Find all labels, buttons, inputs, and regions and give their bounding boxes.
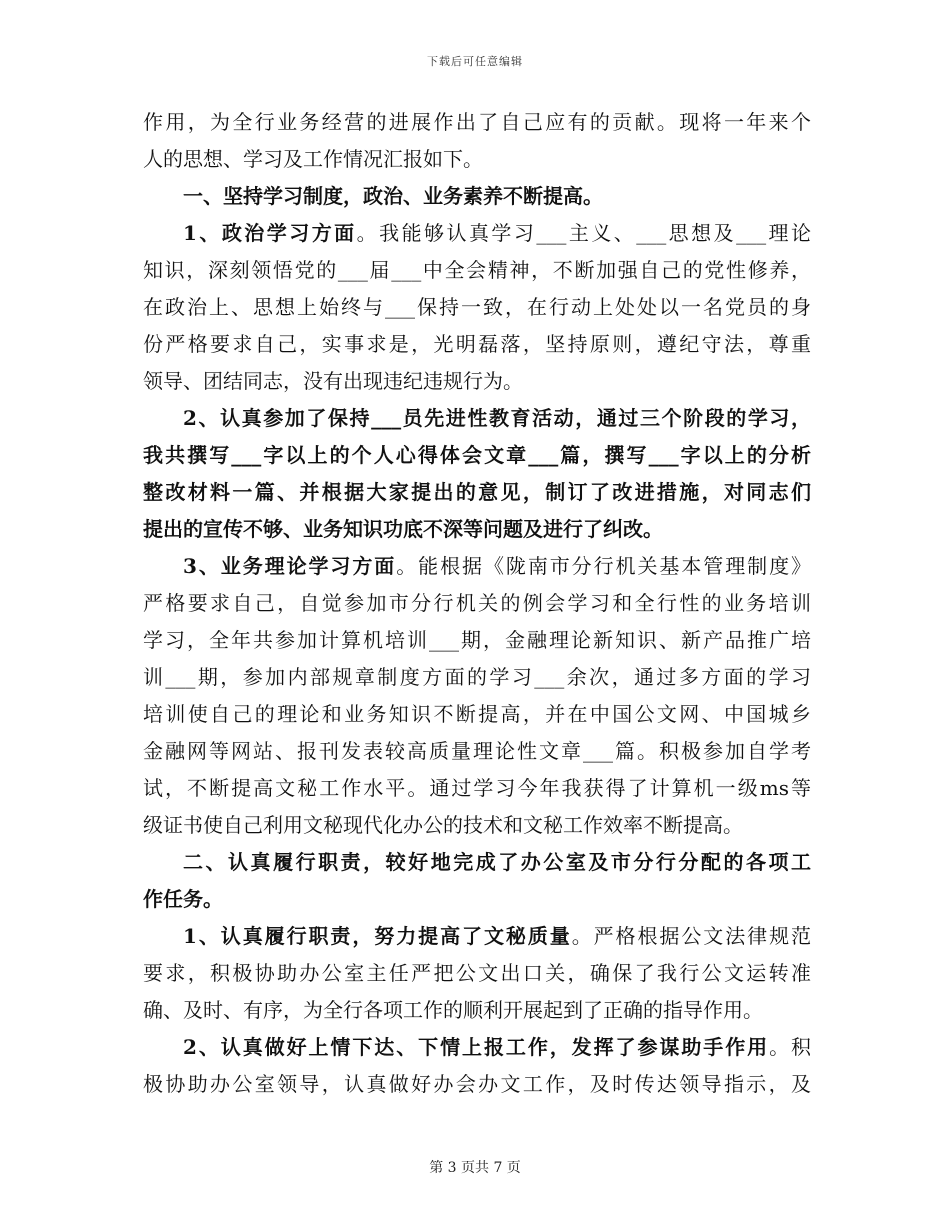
text-line: 知识，深刻领悟党的___届___中全会精神，不断加强自己的党性修养， xyxy=(143,258,811,282)
text-line: 训___期，参加内部规章制度方面的学习___余次，通过多方面的学习 xyxy=(143,665,811,689)
text-line: 在政治上、思想上始终与___保持一致，在行动上处处以一名党员的身 xyxy=(143,295,811,319)
paragraph-lead: 3、业务理论学习方面 xyxy=(183,554,397,578)
text-line: 级证书使自己利用文秘现代化办公的技术和文秘工作效率不断提高。 xyxy=(143,813,743,837)
text-line: 人的思想、学习及工作情况汇报如下。 xyxy=(143,147,483,171)
text-line: 2、认真参加了保持___员先进性教育活动，通过三个阶段的学习， xyxy=(183,406,811,430)
section-heading: 作任务。 xyxy=(143,887,223,911)
text-line xyxy=(143,548,811,585)
text-line: 严格要求自己，自觉参加市分行机关的例会学习和全行性的业务培训 xyxy=(143,591,811,615)
text-line: 金融网等网站、报刊发表较高质量理论性文章___篇。积极参加自学考 xyxy=(143,739,811,763)
text-line: 提出的宣传不够、业务知识功底不深等问题及进行了纠改。 xyxy=(143,517,663,541)
text-line: 我共撰写___字以上的个人心得体会文章___篇，撰写___字以上的分析 xyxy=(143,443,811,467)
text-line: 要求，积极协助办公室主任严把公文出口关，确保了我行公文运转准 xyxy=(143,961,811,985)
text-line: 整改材料一篇、并根据大家提出的意见，制订了改进措施，对同志们 xyxy=(143,480,811,504)
paragraph-text: 。能根据《陇南市分行机关基本管理制度》 xyxy=(396,554,811,578)
text-line: 试，不断提高文秘工作水平。通过学习今年我获得了计算机一级ms等 xyxy=(143,776,811,800)
document-body xyxy=(143,104,811,1103)
section-heading: 一、坚持学习制度，政治、业务素养不断提高。 xyxy=(183,184,603,208)
paragraph-text: 。我能够认真学习___主义、___思想及___理论 xyxy=(356,221,812,245)
text-line: 领导、团结同志，没有出现违纪违规行为。 xyxy=(143,369,523,393)
text-line: 份严格要求自己，实事求是，光明磊落，坚持原则，遵纪守法，尊重 xyxy=(143,332,811,356)
text-line xyxy=(143,1029,811,1066)
section-heading: 二、认真履行职责，较好地完成了办公室及市分行分配的各项工 xyxy=(183,850,811,874)
text-line: 培训使自己的理论和业务知识不断提高，并在中国公文网、中国城乡 xyxy=(143,702,811,726)
text-line: 确、及时、有序，为全行各项工作的顺利开展起到了正确的指导作用。 xyxy=(143,998,763,1022)
paragraph-lead: 1、政治学习方面 xyxy=(183,221,357,245)
paragraph-lead: 2、认真做好上情下达、下情上报工作，发挥了参谋助手作用 xyxy=(183,1035,770,1059)
paragraph-text: 。严格根据公文法律规范 xyxy=(571,924,812,948)
paragraph-text: 。积 xyxy=(769,1035,811,1059)
text-line: 学习，全年共参加计算机培训___期，金融理论新知识、新产品推广培 xyxy=(143,628,811,652)
text-line xyxy=(143,215,811,252)
page-header: 下载后可任意编辑 xyxy=(427,55,523,68)
text-line: 极协助办公室领导，认真做好办会办文工作，及时传达领导指示，及 xyxy=(143,1072,811,1096)
page-footer: 第 3 页共 7 页 xyxy=(429,1160,521,1176)
text-line: 作用，为全行业务经营的进展作出了自己应有的贡献。现将一年来个 xyxy=(143,110,811,134)
text-line xyxy=(143,918,811,955)
paragraph-lead: 1、认真履行职责，努力提高了文秘质量 xyxy=(183,924,572,948)
